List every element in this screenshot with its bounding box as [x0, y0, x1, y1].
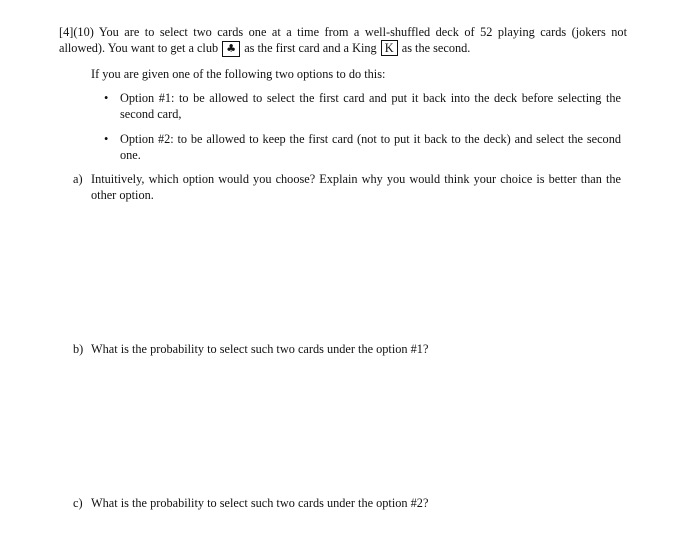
question-a-label: a) [73, 172, 83, 186]
problem-statement [59, 24, 627, 57]
question-c [73, 495, 621, 511]
club-icon: ♣ [222, 41, 240, 57]
option-2-item [104, 131, 621, 163]
bullet-icon: • [104, 91, 109, 105]
problem-header: [4](10) [59, 25, 94, 39]
option-2-text: Option #2: to be allowed to keep the first card (not to put it back to the deck) and select the second one. [120, 132, 621, 162]
intro-text-part3: as the second. [401, 41, 471, 55]
option-1-item [104, 90, 621, 122]
intro-text-part1: You are to select two cards one at a time from a well-shuffled deck of 52 playing cards (jokers not allowed). You want to get a club [59, 25, 627, 55]
options-lead: If you are given one of the following two options to do this: [91, 67, 386, 81]
question-b [73, 341, 621, 357]
intro-text-part2: as the first card and a King [244, 41, 377, 55]
question-b-text: What is the probability to select such two cards under the option #1? [91, 342, 429, 356]
question-a-text: Intuitively, which option would you choose? Explain why you would think your choice is better than the other option. [91, 172, 621, 202]
bullet-icon: • [104, 132, 109, 146]
question-c-label: c) [73, 496, 83, 510]
option-1-text: Option #1: to be allowed to select the first card and put it back into the deck before selecting the second card, [120, 91, 621, 121]
question-c-text: What is the probability to select such two cards under the option #2? [91, 496, 429, 510]
question-b-label: b) [73, 342, 84, 356]
question-a [73, 171, 621, 203]
king-box: K [381, 40, 398, 56]
